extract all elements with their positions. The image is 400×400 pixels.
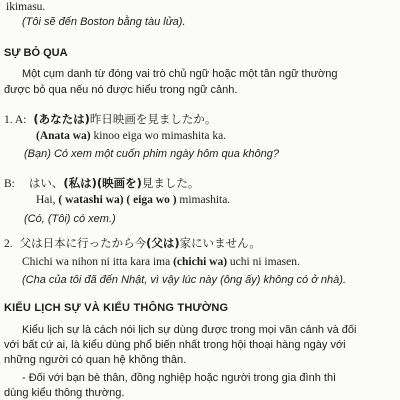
example2-translation: (Cha của tôi đã đến Nhật, vì vậy lúc này (ông ấy) không có ở nhà). [22, 274, 346, 286]
example2-jp-omitted: (父は) [146, 236, 180, 250]
example2-romaji [22, 256, 300, 269]
example1-romaji-omitted: (Anata wa) [36, 130, 91, 142]
example1-romaji [36, 130, 226, 143]
styles-para-line3: những người có quan hệ không thân. [4, 354, 187, 366]
styles-para2-line1: - Đối với bạn bè thân, đồng nghiệp hoặc người trong gia đình thì [22, 372, 337, 384]
example1-label: 1. A: [4, 114, 27, 126]
example1b-jp [4, 177, 199, 191]
example2-jp-a: 父は日本に行ったから今 [19, 236, 147, 250]
example1-translation: (Bạn) Có xem một cuốn phim ngày hôm qua không? [24, 148, 279, 160]
example2-label: 2. [4, 238, 13, 250]
example1b-label: B: [4, 178, 15, 190]
heading-styles: KIỂU LỊCH SỰ VÀ KIỂU THÔNG THƯỜNG [4, 302, 229, 314]
styles-para2-line2: dùng kiểu thông thường. [4, 387, 125, 399]
omission-para-line1: Một cụm danh từ đóng vai trò chủ ngữ hoặc một tân ngữ thường [22, 68, 338, 80]
example2-jp-rest: 家にいません。 [179, 236, 261, 250]
translation-boston: (Tôi sẽ đến Boston bằng tàu lửa). [22, 16, 186, 28]
example1-romaji-rest: kinoo eiga wo mimashita ka. [90, 130, 227, 142]
omission-para-line2: được bỏ qua nếu nó được hiểu trong ngữ cảnh. [4, 84, 238, 96]
example2-jp [4, 237, 261, 251]
styles-para-line2: với bất cứ ai, là kiểu dùng phổ biến nhất trong hội thoại hàng ngày với [4, 339, 346, 351]
example1b-jp-omitted-object: (映画を) [96, 176, 142, 190]
heading-omission: SỰ BỎ QUA [4, 47, 68, 59]
example1b-romaji-hai: Hai, [36, 194, 59, 206]
example1b-translation: (Có, (Tôi) có xem.) [24, 213, 116, 225]
example1b-jp-hai: はい、 [28, 176, 64, 190]
example2-romaji-a: Chichi wa nihon ni itta kara ima [22, 256, 174, 268]
example1b-jp-rest: 見ました。 [141, 176, 200, 190]
styles-para-line1: Kiểu lịch sự là cách nói lịch sự dùng được trong mọi văn cảnh và đối [22, 324, 357, 336]
romaji-line-ikimasu: ikimasu. [6, 1, 46, 13]
example1b-jp-omitted-subject: (私は) [63, 176, 97, 190]
example2-romaji-rest: uchi ni imasen. [227, 256, 300, 268]
example1b-romaji-rest: mimashita. [176, 194, 231, 206]
example1b-romaji [36, 194, 230, 207]
example1-jp-rest: 昨日映画を見ましたか。 [89, 112, 217, 126]
example2-romaji-omitted: (chichi wa) [173, 256, 228, 268]
example1b-romaji-omitted: ( watashi wa) ( eiga wo ) [58, 194, 177, 206]
example1-jp [4, 113, 216, 127]
example1-jp-omitted: (あなたは) [33, 112, 90, 126]
